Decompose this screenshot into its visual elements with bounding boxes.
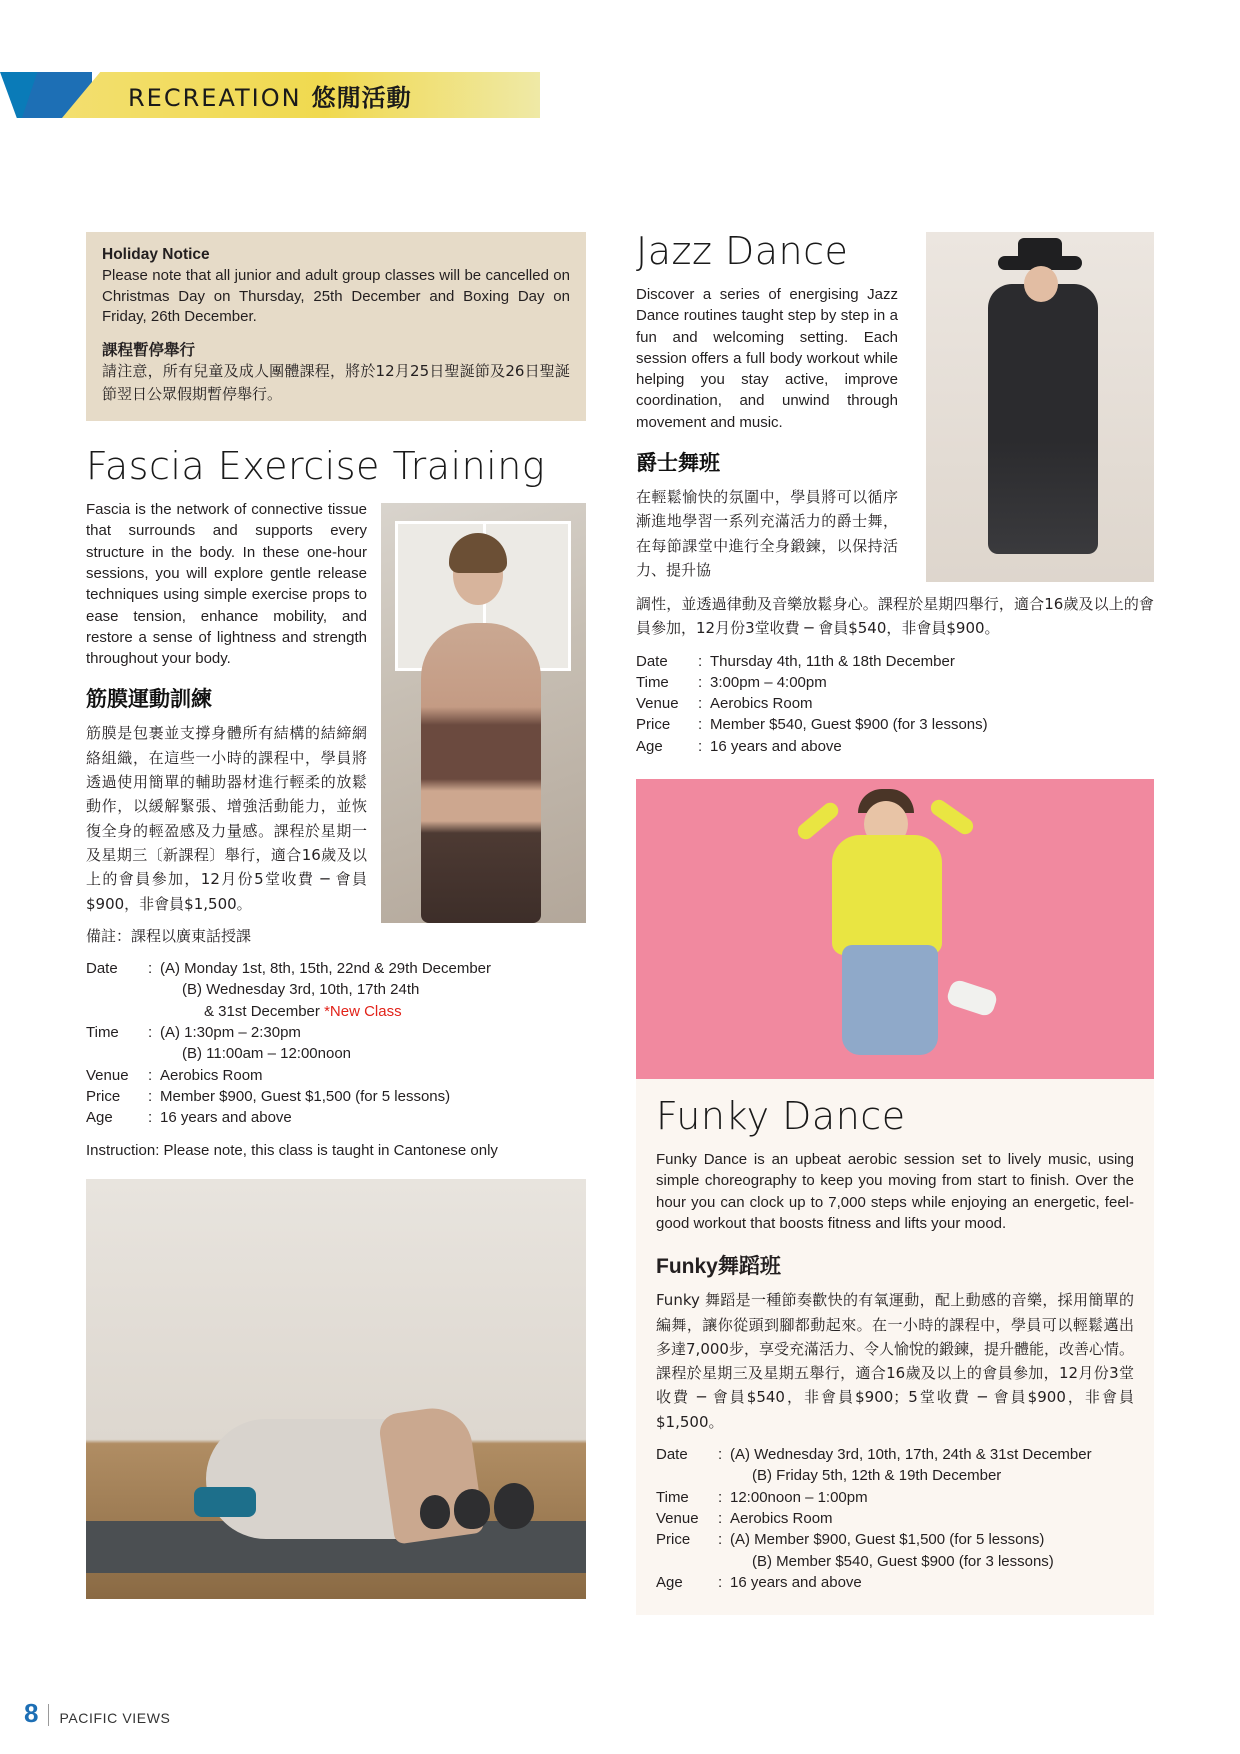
detail-separator: : [148, 1024, 153, 1041]
detail-separator: : [698, 673, 703, 691]
page-footer [24, 1700, 170, 1726]
fascia-photo [381, 503, 586, 923]
photo-person [421, 623, 541, 923]
detail-value-sub1: (B) Member $540, Guest $900 (for 3 lessons) [752, 1552, 1054, 1570]
jazz-zh-title: 爵士舞班 [636, 451, 720, 476]
detail-row-age [636, 736, 1154, 757]
photo-foam-roller [194, 1487, 256, 1517]
detail-value: 16 years and above [730, 1573, 862, 1591]
jazz-en-text: Discover a series of energising Jazz Dance routines taught step by step in a fun and welcoming setting. Each session offers a full body workout while helping you stay active, improve coordination, and unwind through movement and music. [636, 286, 898, 431]
funky-title: Funky Dance [656, 1094, 906, 1139]
funky-en-text: Funky Dance is an upbeat aerobic session set to lively music, using simple choreography to keep you moving from start to finish. Over the hour you can clock up to 7,000 steps while enjoying an energetic, feel-good workout that boosts fitness and lifts your mood. [656, 1151, 1134, 1232]
photo-hat-crown [1018, 238, 1062, 260]
detail-value: Member $540, Guest $900 (for 3 lessons) [710, 716, 988, 734]
detail-label: Venue [636, 695, 679, 713]
detail-value: Thursday 4th, 11th & 18th December [710, 652, 955, 670]
detail-value-sub1: (B) Wednesday 3rd, 10th, 17th 24th [182, 981, 420, 999]
detail-value-main: (A) 1:30pm – 2:30pm [160, 1024, 301, 1041]
detail-separator: : [698, 716, 703, 734]
detail-value: Aerobics Room [710, 695, 813, 713]
detail-row-venue [86, 1065, 586, 1086]
detail-row-venue [656, 1508, 1134, 1529]
detail-label: Age [86, 1109, 113, 1127]
funky-zh-text: Funky 舞蹈是一種節奏歡快的有氧運動，配上動感的音樂，採用簡單的編舞，讓你從頭到腳都動起來。在一小時的課程中，學員可以輕鬆邁出多達7,000步，享受充滿活力、令人愉悅的鍛鍊，提升體能，改善心情。課程於星期三及星期五舉行，適合16歲及以上的會員參加，12月份3堂收費 ─ 會員$540，非會員$900；5堂收費 ─ 會員$900，非會員$1,500。 [656, 1291, 1134, 1431]
photo-arm-left [794, 800, 841, 843]
detail-row-time [656, 1487, 1134, 1508]
detail-value-main: (A) Wednesday 3rd, 10th, 17th, 24th & 31st December [730, 1446, 1092, 1464]
jazz-photo [926, 232, 1154, 582]
detail-separator: : [718, 1531, 723, 1549]
photo-dancer-sweater [832, 835, 942, 955]
fascia-details [86, 958, 586, 1128]
detail-separator: : [698, 652, 703, 670]
fascia-instruction: Instruction: Please note, this class is taught in Cantonese only [86, 1142, 498, 1160]
foam-roller-photo [86, 1179, 586, 1599]
page-header-banner [0, 72, 540, 118]
funky-dance-photo [636, 779, 1154, 1079]
detail-label: Time [656, 1488, 689, 1506]
right-column [636, 229, 1154, 1615]
holiday-notice-box [86, 232, 586, 421]
detail-label: Price [636, 716, 671, 734]
holiday-notice-text: Please note that all junior and adult group classes will be cancelled on Christmas Day on Thursday, 25th December and Boxing Day on Friday, 26th December. [102, 267, 570, 326]
detail-label: Date [656, 1446, 688, 1464]
photo-dancer-body [988, 284, 1098, 554]
photo-dancer-jeans [842, 945, 938, 1055]
new-class-flag: *New Class [324, 1002, 402, 1020]
holiday-notice-title-zh: 課程暫停舉行 [102, 341, 196, 360]
detail-label: Venue [656, 1509, 699, 1527]
detail-separator: : [718, 1573, 723, 1591]
detail-value-sub2: & 31st December [204, 1002, 325, 1020]
detail-value: Aerobics Room [730, 1509, 833, 1527]
detail-label: Price [86, 1087, 121, 1105]
detail-value: 16 years and above [160, 1109, 292, 1127]
fascia-title: Fascia Exercise Training [86, 444, 546, 489]
photo-dancer-face [1024, 266, 1058, 302]
detail-value [160, 958, 586, 1022]
detail-value: 12:00noon – 1:00pm [730, 1488, 868, 1506]
detail-value-sub2-line [160, 1001, 586, 1022]
fascia-zh-note: 備註：課程以廣東話授課 [86, 926, 252, 945]
photo-kettlebell-1 [494, 1483, 534, 1529]
jazz-section [636, 229, 1154, 592]
fascia-zh-text: 筋膜是包裹並支撐身體所有結構的結締網絡組織，在這些一小時的課程中，學員將透過使用簡單的輔助器材進行輕柔的放鬆動作，以緩解緊張、增強活動能力，並恢復全身的輕盈感及力量感。課程於星期一及星期三〔新課程〕舉行，適合16歲及以上的會員參加，12月份5堂收費 ─ 會員$900，非會員$1,500。 [86, 724, 367, 913]
jazz-text-column [636, 229, 898, 582]
footer-divider [48, 1704, 49, 1726]
page-number: 8 [24, 1698, 39, 1728]
detail-row-price [86, 1086, 586, 1107]
detail-value-main: (A) Member $900, Guest $1,500 (for 5 lessons) [730, 1531, 1045, 1549]
detail-value: Member $900, Guest $1,500 (for 5 lessons) [160, 1087, 451, 1105]
jazz-title: Jazz Dance [636, 229, 849, 273]
detail-row-date [86, 958, 586, 1022]
detail-row-date [656, 1444, 1134, 1487]
detail-value [730, 1444, 1134, 1487]
detail-separator: : [148, 1066, 153, 1084]
detail-row-venue [636, 693, 1154, 714]
photo-kettlebell-2 [454, 1489, 490, 1529]
detail-separator: : [698, 737, 703, 755]
detail-label: Price [656, 1531, 691, 1549]
detail-label: Date [86, 960, 118, 978]
detail-separator: : [148, 1087, 153, 1105]
detail-value: 16 years and above [710, 737, 842, 755]
jazz-details [636, 651, 1154, 757]
detail-value-sub1: (B) 11:00am – 12:00noon [182, 1045, 352, 1063]
detail-separator: : [698, 695, 703, 713]
detail-row-price [656, 1529, 1134, 1572]
detail-separator: : [718, 1488, 723, 1506]
photo-arm-right [928, 797, 976, 838]
funky-zh-title: Funky舞蹈班 [656, 1255, 781, 1279]
detail-label: Time [86, 1024, 119, 1041]
detail-row-price [636, 714, 1154, 735]
section-heading [128, 78, 412, 113]
fascia-en-text: Fascia is the network of connective tissue that surrounds and supports every structure in the body. In these one-hour sessions, you will explore gentle release techniques using simple exercise props to ease tension, enhance mobility, and restore a sense of lightness and strength throughout your body. [86, 501, 367, 668]
section-heading-en: RECREATION [128, 84, 302, 112]
detail-row-date [636, 651, 1154, 672]
section-heading-zh: 悠閒活動 [311, 84, 412, 112]
photo-dancer-shoe [945, 978, 999, 1018]
detail-separator: : [148, 1109, 153, 1127]
funky-details [656, 1444, 1134, 1593]
detail-label: Age [656, 1573, 683, 1591]
fascia-text-block [86, 499, 586, 948]
left-column [86, 232, 586, 1599]
jazz-zh-text-wide: 調性，並透過律動及音樂放鬆身心。課程於星期四舉行，適合16歲及以上的會員參加，12月份3堂收費 ─ 會員$540，非會員$900。 [636, 595, 1154, 638]
detail-value: 3:00pm – 4:00pm [710, 673, 827, 691]
holiday-notice-title: Holiday Notice [102, 246, 210, 263]
holiday-notice-text-zh: 請注意，所有兒童及成人團體課程，將於12月25日聖誕節及26日聖誕節翌日公眾假期暫停舉行。 [102, 362, 570, 403]
detail-value: Aerobics Room [160, 1066, 263, 1084]
detail-separator: : [718, 1509, 723, 1527]
detail-value [730, 1529, 1134, 1572]
detail-value-sub1: (B) Friday 5th, 12th & 19th December [752, 1467, 1002, 1485]
detail-separator: : [148, 960, 153, 978]
photo-kettlebell-3 [420, 1495, 450, 1529]
detail-label: Date [636, 652, 668, 670]
detail-value [160, 1022, 586, 1065]
fascia-zh-title: 筋膜運動訓練 [86, 687, 212, 712]
detail-row-age [86, 1107, 586, 1128]
detail-value-main: (A) Monday 1st, 8th, 15th, 22nd & 29th December [160, 960, 492, 978]
detail-label: Time [636, 673, 669, 691]
jazz-zh-text-column: 在輕鬆愉快的氛圍中，學員將可以循序漸進地學習一系列充滿活力的爵士舞，在每節課堂中進行全身鍛鍊，以保持活力、提升協 [636, 488, 898, 579]
footer-label: PACIFIC VIEWS [59, 1710, 171, 1726]
detail-row-time [86, 1022, 586, 1065]
funky-section [636, 1079, 1154, 1615]
detail-row-age [656, 1572, 1134, 1593]
detail-separator: : [718, 1446, 723, 1464]
detail-row-time [636, 672, 1154, 693]
detail-label: Venue [86, 1066, 129, 1084]
detail-label: Age [636, 737, 663, 755]
